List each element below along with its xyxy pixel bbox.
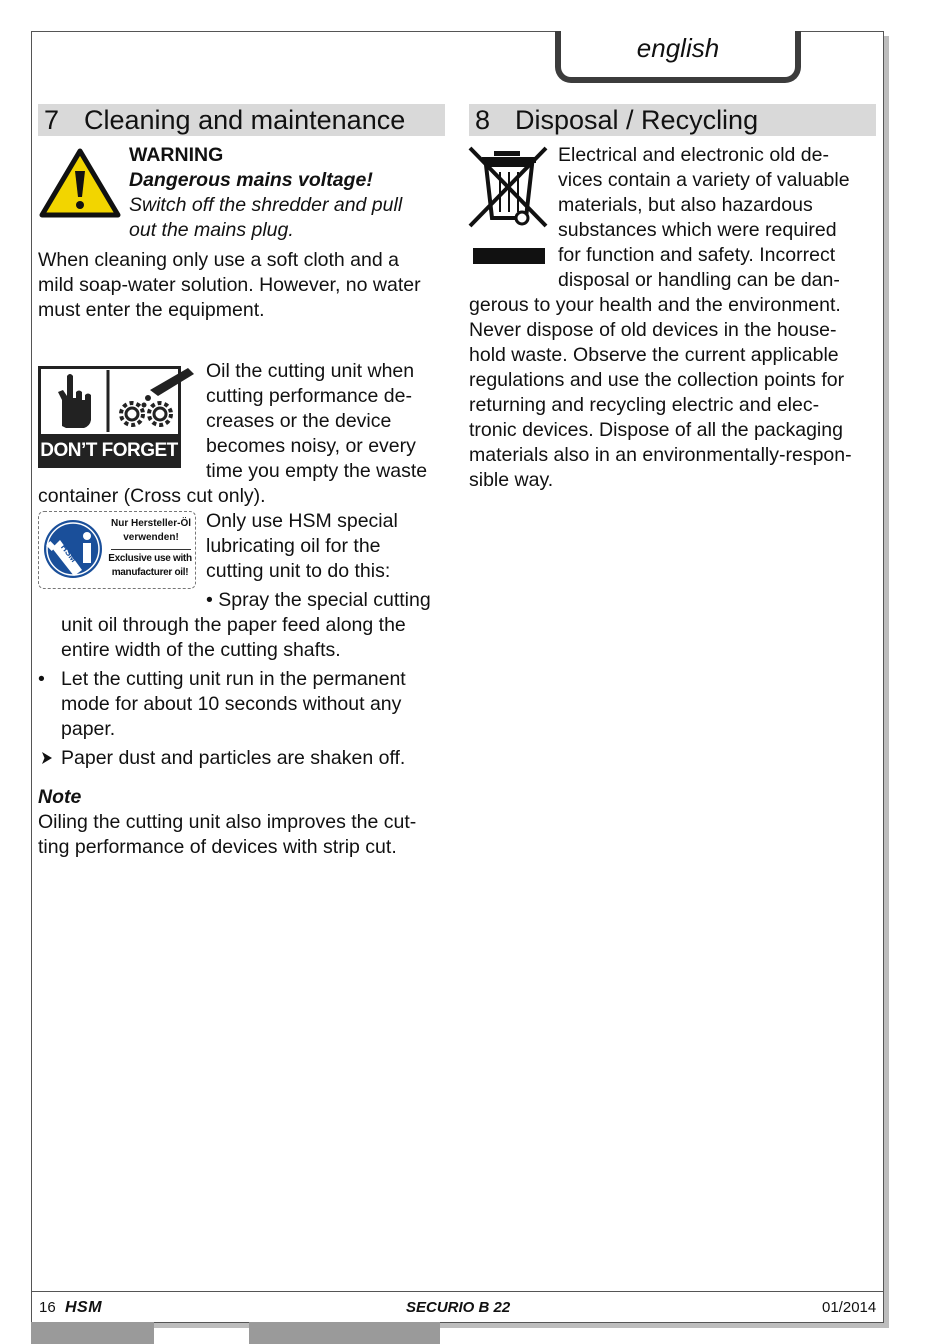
dont-forget-label: DON’T FORGET [40, 440, 178, 461]
oil-text-line: Oil the cutting unit when [206, 360, 415, 382]
note-text-line: ting performance of devices with strip cut. [38, 836, 397, 858]
disposal-text-line: returning and recycling electric and elec- [469, 394, 820, 416]
disposal-text-line: substances which were required [558, 219, 837, 241]
hsm-sign-divider [111, 549, 191, 550]
disposal-text-line: materials, but also hazardous [558, 194, 813, 216]
hsm-sign-line: verwenden! [123, 532, 179, 543]
disposal-text-line: vices contain a variety of valuable [558, 169, 850, 191]
hsm-logo: HSM [65, 1299, 103, 1316]
footer-rule [31, 1291, 884, 1292]
disposal-text-line: regulations and use the collection points for [469, 369, 845, 391]
oil-text-line: time you empty the waste [206, 460, 428, 482]
disposal-text-line: materials also in an environmentally-respon- [469, 444, 852, 466]
hsm-text-line: Only use HSM special [206, 510, 398, 532]
bullet-2-line: mode for about 10 seconds without any [61, 693, 402, 715]
cleaning-text-line: must enter the equipment. [38, 299, 265, 321]
footer-date: 01/2014 [822, 1299, 877, 1316]
warning-headline: Dangerous mains voltage! [129, 169, 373, 191]
warning-triangle-icon [38, 147, 122, 219]
bullet-2-marker: • [38, 668, 45, 690]
product-name: SECURIO B 22 [406, 1299, 511, 1316]
bullet-2-line: Let the cutting unit run in the permanent [61, 668, 406, 690]
warning-label: WARNING [129, 144, 224, 166]
bullet-1-line: • Spray the special cutting [206, 589, 431, 611]
section-8-heading [469, 104, 876, 136]
disposal-text-line: Electrical and electronic old de- [558, 144, 829, 166]
footer-shadow-block [249, 1322, 440, 1344]
oil-text-line: becomes noisy, or every [206, 435, 416, 457]
disposal-text-line: sible way. [469, 469, 554, 491]
hsm-oil-sign [38, 511, 196, 589]
result-arrow-icon [40, 751, 54, 765]
hsm-text-line: lubricating oil for the [206, 535, 381, 557]
oil-text-line: creases or the device [206, 410, 392, 432]
disposal-text-line: tronic devices. Dispose of all the packaging [469, 419, 843, 441]
disposal-text-line: gerous to your health and the environment. [469, 294, 841, 316]
hsm-text-line: cutting unit to do this: [206, 560, 391, 582]
disposal-text-line: for function and safety. Incorrect [558, 244, 836, 266]
crossed-bin-icon [468, 146, 550, 268]
footer-shadow-block [31, 1322, 154, 1344]
disposal-text-line: hold waste. Observe the current applicable [469, 344, 839, 366]
section-7-heading [38, 104, 445, 136]
warning-text-line: out the mains plug. [129, 219, 294, 241]
page-number: 16 [39, 1299, 56, 1316]
bullet-1-line: entire width of the cutting shafts. [61, 639, 341, 661]
oil-text-line: container (Cross cut only). [38, 485, 266, 507]
section-8-number: 8 [475, 105, 491, 135]
hsm-sign-line: manufacturer oil! [111, 567, 189, 578]
disposal-text-line: Never dispose of old devices in the house- [469, 319, 837, 341]
language-tab: english [555, 31, 801, 83]
cleaning-text-line: mild soap-water solution. However, no water [38, 274, 421, 296]
result-text: Paper dust and particles are shaken off. [61, 747, 406, 769]
bullet-1-line: unit oil through the paper feed along the [61, 614, 406, 636]
disposal-text-line: disposal or handling can be dan- [558, 269, 840, 291]
hsm-bottle-text: HSM [58, 542, 80, 564]
hsm-sign-line: Exclusive use with [108, 553, 192, 564]
section-8-title: Disposal / Recycling [515, 105, 759, 135]
section-7-number: 7 [44, 105, 60, 135]
note-text-line: Oiling the cutting unit also improves the cut- [38, 811, 417, 833]
cleaning-text-line: When cleaning only use a soft cloth and a [38, 249, 399, 271]
section-7-title: Cleaning and maintenance [84, 105, 406, 135]
bullet-2-line: paper. [61, 718, 116, 740]
hsm-sign-line: Nur Hersteller-Öl [110, 518, 192, 529]
oil-text-line: cutting performance de- [206, 385, 412, 407]
note-label: Note [38, 786, 82, 808]
warning-text-line: Switch off the shredder and pull [129, 194, 403, 216]
